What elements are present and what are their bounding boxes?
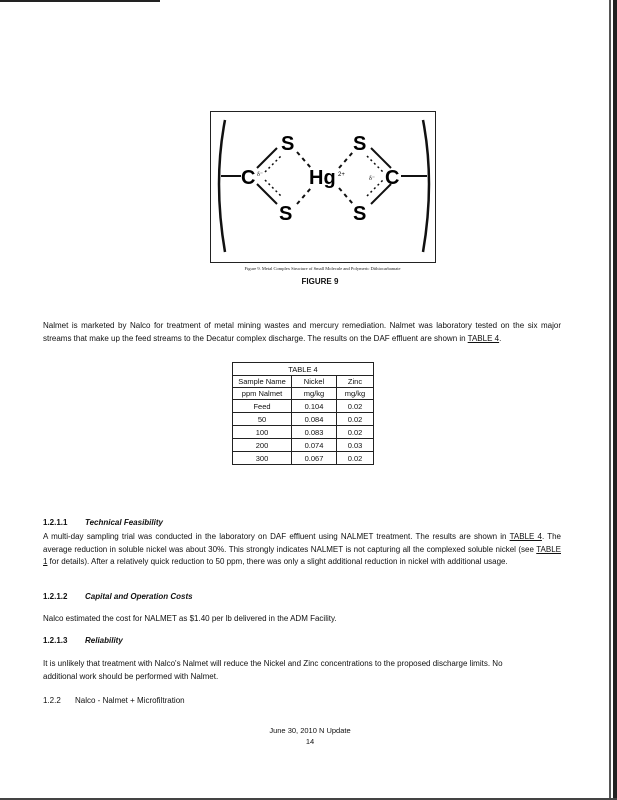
section-title: Reliability: [85, 636, 123, 645]
capital-costs-paragraph: Nalco estimated the cost for NALMET as $1.40 per lb delivered in the ADM Facility.: [43, 614, 337, 623]
table-cell: 0.03: [337, 439, 374, 452]
charge-c-right: δ⁻: [369, 176, 375, 182]
table-title: TABLE 4: [233, 363, 374, 376]
atom-s-right-bottom: S: [353, 203, 367, 225]
section-number: 1.2.1.1: [43, 518, 68, 527]
bond-s-hg-left-top: [297, 152, 311, 168]
table-row: [233, 426, 374, 439]
intro-paragraph: [43, 320, 561, 345]
bond-c-s-right-top: [371, 148, 391, 168]
scan-artifact-right-edge: [613, 0, 617, 800]
table-header-cell: Nickel: [292, 376, 337, 388]
section-heading-1-2-2: [43, 696, 185, 705]
table-header-cell: Sample Name: [233, 376, 292, 388]
bond-hg-s-right-bottom: [339, 188, 353, 204]
table-4-link[interactable]: TABLE 4: [509, 532, 542, 541]
figure-title: FIGURE 9: [301, 277, 339, 286]
bond-c-s-left-bottom: [257, 184, 277, 204]
table-1-link[interactable]: TABLE 1: [43, 544, 561, 566]
table-4-link[interactable]: TABLE 4: [467, 333, 500, 343]
scan-artifact-top: [0, 0, 160, 2]
technical-feasibility-paragraph: [43, 531, 561, 569]
table-row: [233, 413, 374, 426]
table-4: [232, 362, 374, 465]
section-heading-1-2-1-1: [43, 518, 163, 527]
charge-c-left: δ⁻: [257, 172, 263, 178]
table-row: [233, 452, 374, 465]
table-cell: 0.02: [337, 452, 374, 465]
bond-s-hg-left-bottom: [297, 188, 311, 204]
atom-hg: Hg: [309, 167, 336, 189]
bond-hg-s-right-top: [339, 152, 353, 168]
atom-s-right-top: S: [353, 133, 367, 155]
table-header-cell: mg/kg: [337, 388, 374, 400]
table-cell: Feed: [233, 400, 292, 413]
table-cell: 100: [233, 426, 292, 439]
table-cell: 200: [233, 439, 292, 452]
table-cell: 0.02: [337, 426, 374, 439]
section-title: Nalco - Nalmet + Microfiltration: [75, 696, 185, 705]
table-row: [233, 439, 374, 452]
table-cell: 300: [233, 452, 292, 465]
table-cell: 0.02: [337, 413, 374, 426]
scan-artifact-right-edge-inner: [609, 0, 611, 800]
paragraph-text: A multi-day sampling trial was conducted in the laboratory on DAF effluent using NALMET treatment. The results are shown in: [43, 532, 510, 541]
intro-text-after: .: [499, 333, 502, 343]
molecule-structure: [211, 112, 437, 264]
section-title: Technical Feasibility: [85, 518, 163, 527]
paragraph-text: . The average reduction in soluble nickel was about 30%. This strongly indicates NALMET is not capturing all the complexed soluble nickel (see: [43, 532, 562, 554]
table-header-cell: mg/kg: [292, 388, 337, 400]
table-cell: 0.02: [337, 400, 374, 413]
left-bracket: [219, 120, 225, 252]
reliability-paragraph: It is unlikely that treatment with Nalco's Nalmet will reduce the Nickel and Zinc concentrations to the proposed discharge limits. No additional work should be performed with Nalmet.: [43, 659, 503, 681]
charge-hg: 2+: [338, 172, 345, 178]
section-title: Capital and Operation Costs: [85, 592, 193, 601]
figure-9-diagram: [210, 111, 436, 263]
section-heading-1-2-1-3: [43, 636, 123, 645]
table-cell: 0.083: [292, 426, 337, 439]
figure-caption-small: Figure 9. Metal Complex Structure of Small Molecule and Polymeric Dithiocarbamate: [244, 266, 401, 271]
table-cell: 0.104: [292, 400, 337, 413]
table-row: [233, 400, 374, 413]
atom-c-left: C: [241, 167, 256, 189]
table-cell: 0.084: [292, 413, 337, 426]
atom-s-left-top: S: [281, 133, 295, 155]
atom-s-left-bottom: S: [279, 203, 293, 225]
right-bracket: [423, 120, 429, 252]
paragraph-text: for details). After a relatively quick reduction to 50 ppm, there was only a slight additional reduction in nickel with additional usage.: [47, 557, 508, 566]
section-number: 1.2.1.3: [43, 636, 68, 645]
table-header-cell: Zinc: [337, 376, 374, 388]
section-number: 1.2.2: [43, 696, 61, 705]
table-cell: 0.074: [292, 439, 337, 452]
bond-c-s-left-top: [257, 148, 277, 168]
footer-page-number: 14: [305, 737, 315, 746]
atom-c-right: C: [385, 167, 400, 189]
intro-text-before: Nalmet is marketed by Nalco for treatment of metal mining wastes and mercury remediation. Nalmet was laboratory tested on the six major streams that make up the feed streams to the Decatur complex discharge. The results on the DAF effluent are shown in: [43, 321, 561, 343]
table-cell: 0.067: [292, 452, 337, 465]
table-cell: 50: [233, 413, 292, 426]
footer-date: June 30, 2010 N Update: [269, 726, 351, 735]
section-number: 1.2.1.2: [43, 592, 68, 601]
section-heading-1-2-1-2: [43, 592, 193, 601]
table-header-cell: ppm Nalmet: [233, 388, 292, 400]
